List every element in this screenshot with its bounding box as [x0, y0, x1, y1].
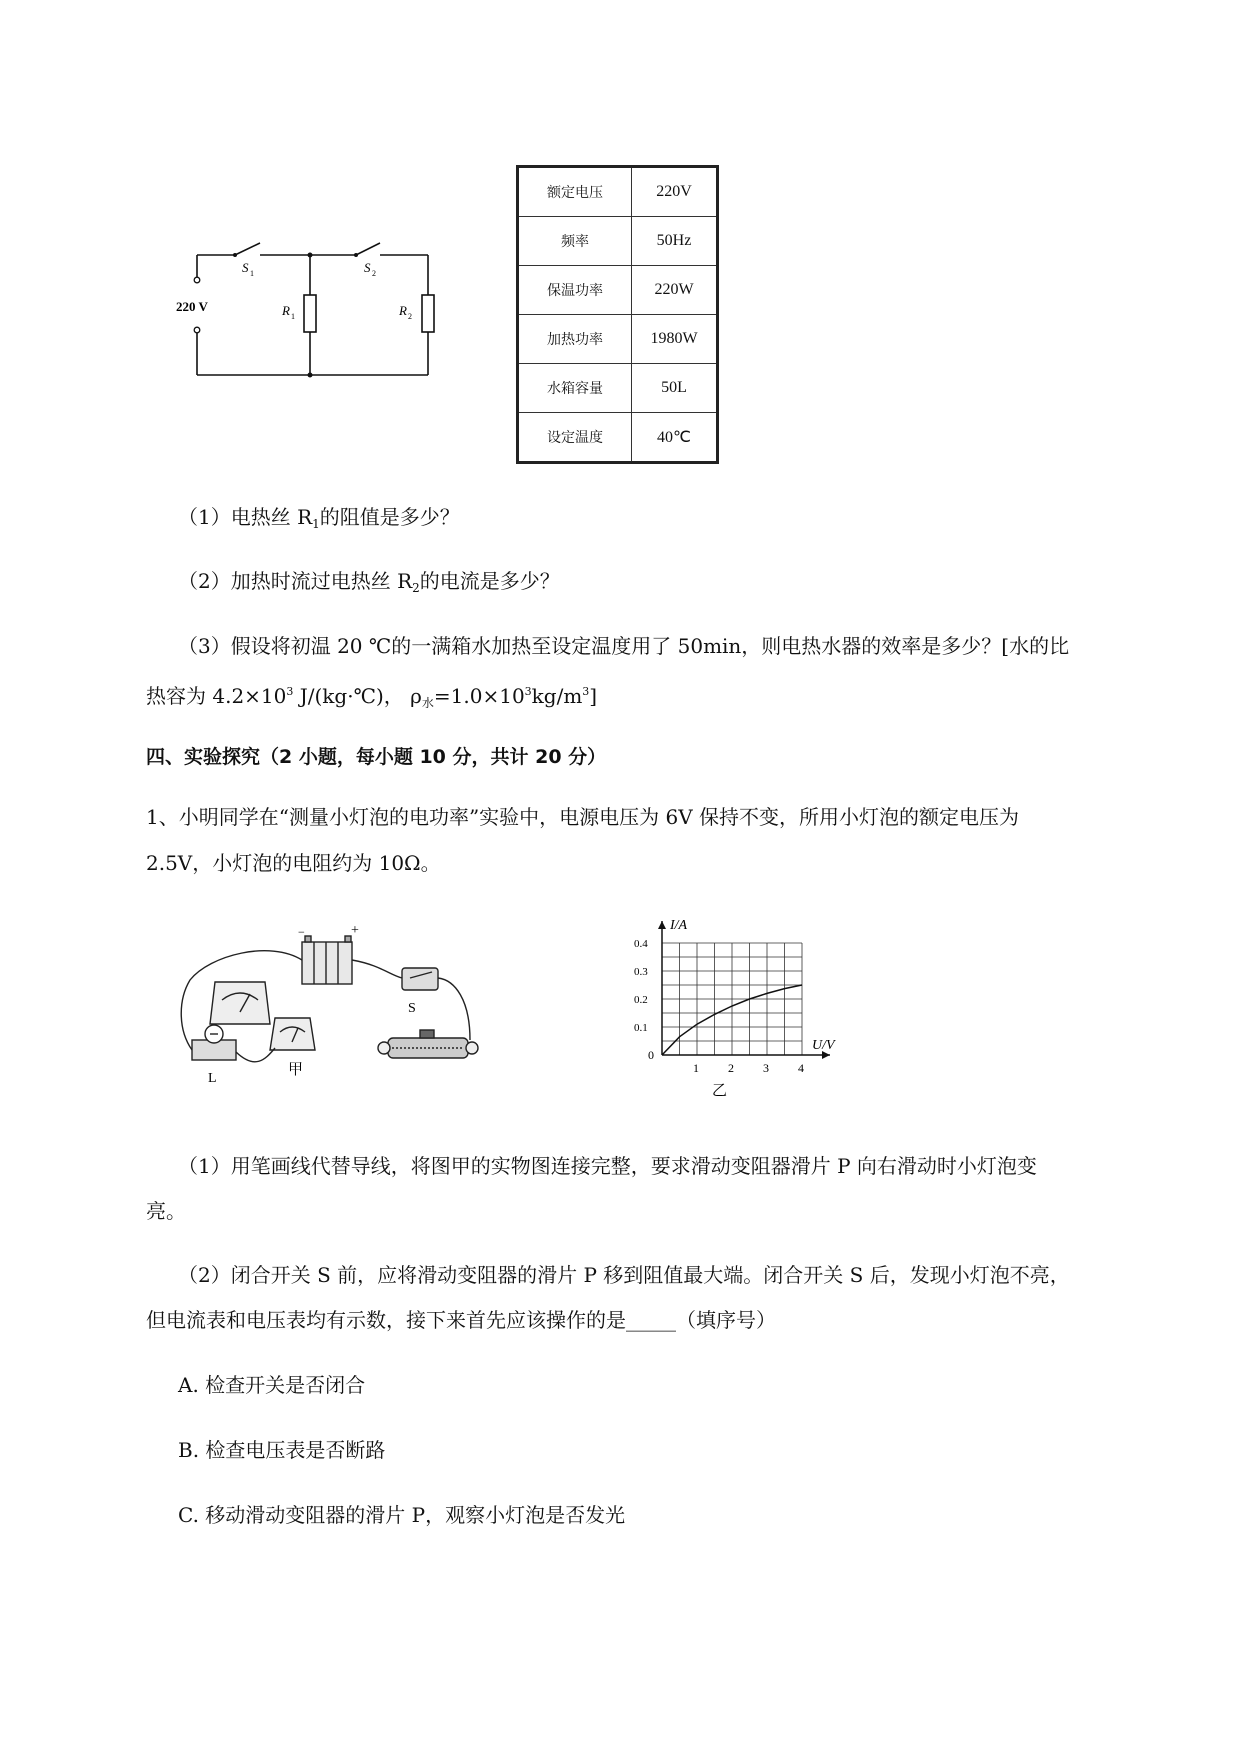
switch-label: S — [408, 1001, 416, 1016]
y-tick-label: 0.2 — [634, 994, 648, 1006]
spec-row — [518, 167, 718, 217]
apparatus-figure — [170, 920, 490, 1105]
chart-grid — [662, 943, 802, 1055]
spec-row — [518, 315, 718, 364]
voltmeter-icon — [270, 1018, 315, 1050]
label-s1: S — [242, 260, 249, 275]
label-voltage: 220 V — [176, 299, 208, 314]
problem-1-line1: 1、小明同学在“测量小灯泡的电功率”实验中，电源电压为 6V 保持不变，所用小灯泡的额定电压为 — [146, 805, 1020, 829]
spec-value: 1980W — [632, 315, 718, 364]
spec-key: 额定电压 — [518, 167, 632, 217]
iu-chart — [620, 915, 840, 1105]
spec-row — [518, 217, 718, 266]
y-axis-arrow — [658, 921, 666, 929]
x-tick-label: 3 — [763, 1061, 769, 1075]
label-r1: R — [282, 303, 290, 318]
spec-value: 40℃ — [632, 413, 718, 463]
spec-key: 加热功率 — [518, 315, 632, 364]
x-tick-label: 2 — [728, 1061, 734, 1075]
spec-value: 50Hz — [632, 217, 718, 266]
section-heading: 四、实验探究（2 小题，每小题 10 分，共计 20 分） — [146, 746, 607, 768]
spec-key: 水箱容量 — [518, 364, 632, 413]
question-3: （3）假设将初温 20 ℃的一满箱水加热至设定温度用了 50min，则电热水器的效率是多少？[水的比 — [178, 634, 1070, 658]
x-tick-label: 1 — [693, 1061, 699, 1075]
rheostat-icon — [378, 1030, 478, 1058]
resistor-r1 — [304, 295, 316, 332]
option-a: A. 检查开关是否闭合 — [178, 1373, 366, 1397]
label-s2: S — [364, 260, 371, 275]
subquestion-2-line2: 但电流表和电压表均有示数，接下来首先应该操作的是_____（填序号） — [146, 1308, 776, 1332]
figure-caption-jia: 甲 — [288, 1062, 304, 1078]
spec-row — [518, 266, 718, 315]
x-tick-label: 4 — [798, 1061, 804, 1075]
question-2: （2）加热时流过电热丝 $R_2$的电流是多少？ — [178, 569, 560, 595]
svg-text:1: 1 — [291, 312, 295, 321]
spec-row — [518, 364, 718, 413]
label-r2: R — [399, 303, 407, 318]
y-tick-label: 0.1 — [634, 1022, 648, 1034]
spec-row — [518, 413, 718, 463]
switch-icon — [402, 968, 438, 990]
battery-icon — [302, 936, 352, 984]
spec-key: 保温功率 — [518, 266, 632, 315]
resistor-r2 — [422, 295, 434, 332]
problem-1-line2: 2.5V，小灯泡的电阻约为 10Ω。 — [146, 851, 441, 875]
chart-ylabel: I/A — [670, 918, 688, 933]
spec-value: 220W — [632, 266, 718, 315]
svg-text:+: + — [351, 923, 359, 938]
y-tick-label: 0.3 — [634, 966, 648, 978]
figure-caption-yi: 乙 — [712, 1083, 728, 1099]
question-1: （1）电热丝 $R_1$的阻值是多少？ — [178, 505, 460, 531]
spec-key: 频率 — [518, 217, 632, 266]
subquestion-1-line2: 亮。 — [146, 1199, 186, 1223]
question-3-line2: 热容为 $4.2\times 10^3$ J/(kg·℃)， $\rho_水=1.0\times 10^3kg/m^3$] — [146, 684, 598, 710]
svg-text:2: 2 — [408, 312, 412, 321]
lamp-label: L — [208, 1071, 217, 1086]
chart-xlabel: U/V — [812, 1038, 835, 1053]
subquestion-2-line1: （2）闭合开关 S 前，应将滑动变阻器的滑片 P 移到阻值最大端。闭合开关 S 后，发现小灯泡不亮， — [178, 1263, 1070, 1287]
ammeter-icon — [210, 982, 270, 1024]
spec-value: 220V — [632, 167, 718, 217]
circuit-diagram — [170, 235, 440, 380]
subquestion-1-line1: （1）用笔画线代替导线，将图甲的实物图连接完整，要求滑动变阻器滑片 P 向右滑动时小灯泡变 — [178, 1154, 1037, 1178]
chart-origin-label: 0 — [648, 1048, 654, 1062]
y-tick-label: 0.4 — [634, 938, 648, 950]
option-b: B. 检查电压表是否断路 — [178, 1438, 386, 1462]
spec-value: 50L — [632, 364, 718, 413]
chart-axes — [658, 921, 830, 1059]
spec-key: 设定温度 — [518, 413, 632, 463]
lamp-icon — [192, 1025, 236, 1060]
svg-text:1: 1 — [250, 269, 254, 278]
spec-table — [516, 165, 719, 464]
svg-text:−: − — [298, 925, 305, 939]
svg-text:2: 2 — [372, 269, 376, 278]
option-c: C. 移动滑动变阻器的滑片 P，观察小灯泡是否发光 — [178, 1503, 626, 1527]
switch-s1-blade — [235, 243, 260, 255]
